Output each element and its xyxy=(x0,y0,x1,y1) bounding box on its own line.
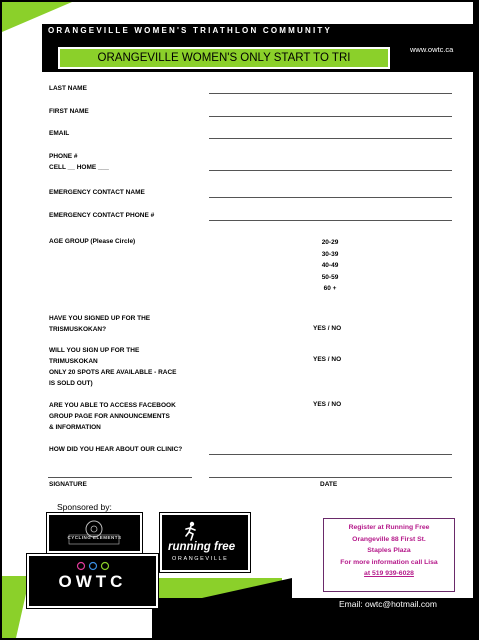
age-group-label: AGE GROUP (Please Circle) xyxy=(49,238,136,245)
cycling-elements-name: CYCLING ELEMENTS xyxy=(67,535,122,540)
age-option[interactable]: 50-59 xyxy=(321,273,339,281)
register-line: Staples Plaza xyxy=(367,547,411,554)
yes-no-answer[interactable]: YES / NO xyxy=(313,401,342,408)
register-line: For more information call Lisa xyxy=(340,558,438,566)
emergency-phone-field[interactable] xyxy=(209,220,452,221)
emergency-name-label: EMERGENCY CONTACT NAME xyxy=(49,189,145,196)
register-phone[interactable]: at 519 939-6028 xyxy=(364,570,414,577)
question-line: ARE YOU ABLE TO ACCESS FACEBOOK xyxy=(49,402,176,409)
owtc-logo xyxy=(27,554,158,608)
email-label: EMAIL xyxy=(49,130,70,137)
runner-icon xyxy=(184,521,198,541)
running-free-name: running free xyxy=(168,541,236,553)
last-name-label: LAST NAME xyxy=(49,85,87,92)
question-line: ONLY 20 SPOTS ARE AVAILABLE - RACE xyxy=(49,369,177,376)
phone-type-label: CELL __ HOME ___ xyxy=(49,164,109,171)
footer-wedge xyxy=(202,578,292,598)
title-box xyxy=(58,47,390,69)
registration-info-box xyxy=(323,518,455,592)
question-hear-about-clinic: HOW DID YOU HEAR ABOUT OUR CLINIC? xyxy=(49,446,183,453)
question-line: HAVE YOU SIGNED UP FOR THE xyxy=(49,315,151,322)
register-line: Orangeville 88 First St. xyxy=(352,535,426,543)
date-label: DATE xyxy=(320,481,338,488)
question-line: WILL YOU SIGN UP FOR THE xyxy=(49,347,140,354)
emergency-name-field[interactable] xyxy=(209,197,452,198)
email-field[interactable] xyxy=(209,138,452,139)
question-line: & INFORMATION xyxy=(49,424,101,431)
signature-label: SIGNATURE xyxy=(49,481,87,488)
question-trimuskokan-will-sign xyxy=(49,345,177,389)
last-name-field[interactable] xyxy=(209,93,452,94)
contact-email[interactable]: Email: owtc@hotmail.com xyxy=(339,599,437,609)
yes-no-answer[interactable]: YES / NO xyxy=(313,356,342,363)
question-line: TRISMUSKOKAN? xyxy=(49,326,107,333)
community-name: ORANGEVILLE WOMEN'S TRIATHLON COMMUNITY xyxy=(48,26,332,35)
triathlon-rings-icon xyxy=(73,561,113,571)
question-line: GROUP PAGE FOR ANNOUNCEMENTS xyxy=(49,413,170,420)
emergency-phone-label: EMERGENCY CONTACT PHONE # xyxy=(49,212,155,219)
website-link[interactable]: www.owtc.ca xyxy=(410,45,454,54)
question-line: IS SOLD OUT) xyxy=(49,380,93,387)
cycling-elements-logo xyxy=(47,513,142,553)
age-option[interactable]: 20-29 xyxy=(321,239,339,246)
date-field[interactable] xyxy=(209,477,452,478)
age-option[interactable]: 60 + xyxy=(323,285,337,292)
age-option[interactable]: 40-49 xyxy=(321,262,339,269)
phone-label: PHONE # xyxy=(49,153,78,160)
first-name-field[interactable] xyxy=(209,116,452,117)
running-free-location: ORANGEVILLE xyxy=(172,556,229,562)
signature-field[interactable] xyxy=(48,477,192,478)
question-line: TRIMUSKOKAN xyxy=(49,358,98,365)
cycling-elements-icon xyxy=(49,515,140,551)
yes-no-answer[interactable]: YES / NO xyxy=(313,325,342,332)
phone-field[interactable] xyxy=(209,170,452,171)
hear-about-field[interactable] xyxy=(209,454,452,455)
age-group-options xyxy=(310,237,350,295)
question-facebook-access xyxy=(49,400,176,433)
owtc-name: OWTC xyxy=(58,572,127,591)
age-option[interactable]: 30-39 xyxy=(321,250,339,258)
question-trimuskokan-signed-up xyxy=(49,313,150,335)
running-free-logo xyxy=(160,513,250,572)
sponsored-by-label: Sponsored by: xyxy=(57,502,112,512)
corner-accent-bottom-left xyxy=(2,576,30,638)
registration-form-page xyxy=(2,2,473,638)
page-title: ORANGEVILLE WOMEN'S ONLY START TO TRI xyxy=(97,52,351,64)
first-name-label: FIRST NAME xyxy=(49,108,89,115)
register-line: Register at Running Free xyxy=(348,524,430,531)
